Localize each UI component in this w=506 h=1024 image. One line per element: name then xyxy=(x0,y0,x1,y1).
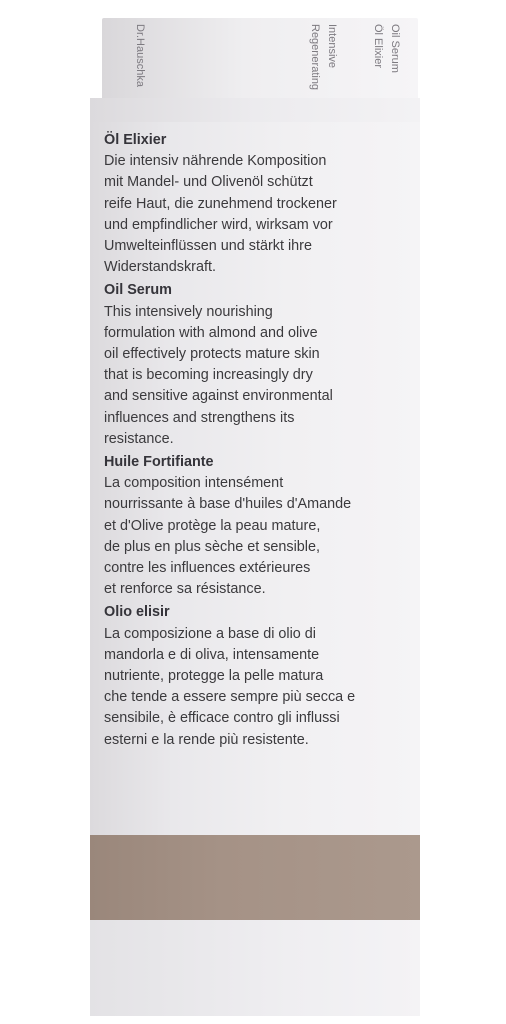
section-french xyxy=(104,452,412,600)
text-line: La composizione a base di olio di xyxy=(104,625,316,642)
lid-brand-text: Dr.Hauschka xyxy=(134,24,146,87)
section-italian xyxy=(104,602,412,750)
text-line: und empfindlicher wird, wirksam vor xyxy=(104,216,333,233)
text-line: che tende a essere sempre più secca e xyxy=(104,689,356,706)
text-line: oil effectively protects mature skin xyxy=(104,346,320,363)
description-text-block xyxy=(104,130,412,753)
text-line: nourrissante à base d'huiles d'Amande xyxy=(104,496,352,513)
text-line: de plus en plus sèche et sensible, xyxy=(104,538,321,555)
section-heading: Olio elisir xyxy=(104,604,170,621)
section-english xyxy=(104,280,412,450)
text-line: and sensitive against environmental xyxy=(104,388,333,405)
text-line: sensibile, è efficace contro gli influssi xyxy=(104,710,340,727)
text-line: et renforce sa résistance. xyxy=(104,581,266,598)
section-german xyxy=(104,130,412,278)
box-bottom-area xyxy=(90,920,420,1016)
section-heading: Huile Fortifiante xyxy=(104,454,214,471)
color-band xyxy=(90,835,420,920)
text-line: resistance. xyxy=(104,430,174,447)
text-line: contre les influences extérieures xyxy=(104,560,311,577)
box-flap xyxy=(90,98,420,123)
product-box xyxy=(90,18,420,1016)
text-line: La composition intensément xyxy=(104,475,284,492)
section-heading: Öl Elixier xyxy=(104,132,167,148)
text-line: formulation with almond and olive xyxy=(104,324,318,341)
lid-text-4: Oil Serum xyxy=(389,24,401,73)
text-line: Die intensiv nährende Komposition xyxy=(104,153,327,170)
text-line: that is becoming increasingly dry xyxy=(104,367,313,384)
lid-text-2: Intensive xyxy=(326,24,338,69)
text-line: reife Haut, die zunehmend trockener xyxy=(104,195,337,212)
box-side-panel xyxy=(90,122,420,1016)
text-line: influences and strengthens its xyxy=(104,409,295,426)
text-line: mandorla e di oliva, intensamente xyxy=(104,646,320,663)
text-line: Umwelteinflüssen und stärkt ihre xyxy=(104,238,312,255)
lid-text-1: Regenerating xyxy=(309,24,321,91)
text-line: Widerstandskraft. xyxy=(104,259,216,276)
text-line: This intensively nourishing xyxy=(104,303,273,320)
lid-text-3: Öl Elixier xyxy=(372,24,384,69)
section-heading: Oil Serum xyxy=(104,282,172,299)
text-line: et d'Olive protège la peau mature, xyxy=(104,517,321,534)
text-line: esterni e la rende più resistente. xyxy=(104,731,309,748)
box-lid-top xyxy=(102,18,418,99)
text-line: nutriente, protegge la pelle matura xyxy=(104,668,324,685)
text-line: mit Mandel- und Olivenöl schützt xyxy=(104,174,313,191)
